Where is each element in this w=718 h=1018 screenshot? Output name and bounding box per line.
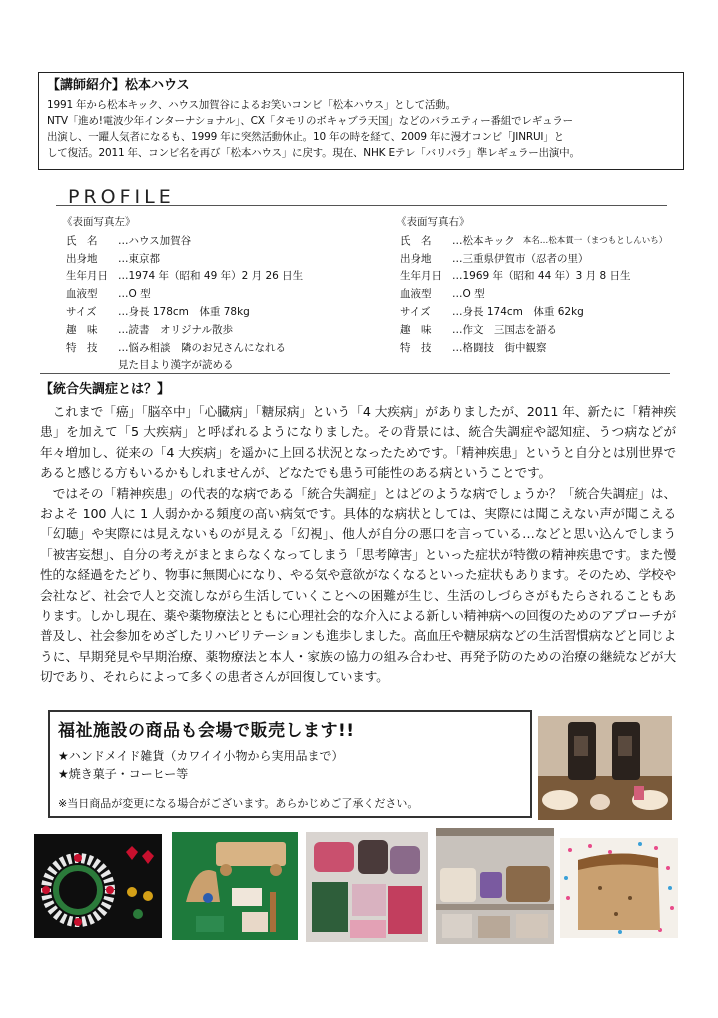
instructor-line: して復活。2011 年、コンビ名を再び「松本ハウス」に戻す。現在、NHK Eテレ「バリバラ」準レギュラー出演中。 [47,147,580,159]
row-value: …1974 年（昭和 49 年）2 月 26 日生 [118,270,304,283]
profile-left-heading: 《表面写真左》 [62,216,136,228]
profile-row [62,251,392,269]
row-label: 血液型 [66,288,98,301]
profile-title: PROFILE [68,186,175,208]
profile-row [62,304,392,322]
article-body [40,402,676,688]
row-label: 出身地 [400,252,432,265]
row-value: …身長 178cm 体重 78kg [118,305,250,318]
shelf-goods-photo [436,828,554,944]
profile-row [62,268,392,286]
row-label: 出身地 [66,252,98,265]
profile-row [396,304,696,322]
wooden-toys-photo [172,832,298,940]
profile-divider [56,205,667,206]
row-label: 趣 味 [66,323,98,336]
row-value: …格闘技 街中観察 [452,341,547,354]
row-label: 生年月日 [66,270,108,283]
real-name-note: 本名…松本貫一（まつもとしんいち） [522,235,668,246]
instructor-line: 1991 年から松本キック、ハウス加賀谷によるお笑いコンビ「松本ハウス」として活動。 [47,99,456,111]
row-value: …作文 三国志を語る [452,323,557,336]
shop-note: ※当日商品が変更になる場合がございます。あらかじめご了承ください。 [58,797,419,810]
row-label: 趣 味 [400,323,432,336]
row-label: サイズ [66,305,97,318]
row-value: …悩み相談 隣のお兄さんになれる [118,341,286,354]
profile-row [396,340,696,358]
row-value: …1969 年（昭和 44 年）3 月 8 日生 [452,270,631,283]
profile-row [62,322,392,340]
instructor-line: 出演し、一躍人気者になるも、1999 年に突然活動休止。10 年の時を経て、2009 年に漫才コンビ「JINRUI」と [47,131,564,143]
profile-row [62,286,392,304]
row-value: …三重県伊賀市（忍者の里） [452,252,589,265]
shop-item: ★焼き菓子・コーヒー等 [58,767,189,781]
profile-row [396,233,696,251]
row-value: …東京都 [118,252,160,265]
row-label: サイズ [400,305,431,318]
profile-right-heading: 《表面写真右》 [396,216,470,228]
coffee-urn-photo [538,716,672,820]
row-label: 特 技 [400,341,432,354]
profile-row [396,322,696,340]
article-paragraph: ではその「精神疾患」の代表的な病である「統合失調症」とはどのような病でしょうか？「統合失調症」は、およそ 100 人に 1 人弱かかる頻度の高い病気です。具体的な病状としては、実際には聞こえない声が聞こえる「幻聴」や実際には見えないものが見える「幻視」、他人が自分の悪口を言っている…などと思い込んでしまう「被害妄想」、自分の考えがまとまらなくなってしまう「思考障害」といった症状が特徴の精神疾患です。また慢性的な経過をたどり、物事に無関心になり、やる気や意欲がなくなるといった症状もあります。そのため、学校や会社など、社会で人と交流しながら生活していくことへの困難が生じ、生活のしづらさがもたらされることもあります。しかし現在、薬や薬物療法とともに心理社会的な介入による新しい精神病への回復のためのアプローチが普及し、社会参加をめざしたリハビリテーションも進歩しました。高血圧や糖尿病などの生活習慣病などと同じように、早期発見や早期治療、薬物療法と本人・家族の協力の組み合わせ、再発予防のための治療の継続などが大切であり、それらによって多くの患者さんが回復しています。 [40,485,676,685]
fabric-goods-photo [306,832,428,942]
profile-row [396,268,696,286]
shop-heading: 福祉施設の商品も会場で販売します!! [58,721,355,741]
instructor-box [38,72,684,170]
row-value: …身長 174cm 体重 62kg [452,305,584,318]
row-value: …O 型 [118,288,151,301]
beaded-wreath-photo [34,834,162,938]
profile-row [396,286,696,304]
row-label: 氏 名 [400,234,432,247]
row-label: 特 技 [66,341,98,354]
profile-left [62,214,392,375]
row-value: …ハウス加賀谷 [118,234,192,247]
profile-row [62,340,392,358]
article-paragraph: これまで「癌」「脳卒中」「心臓病」「糖尿病」という「4 大疾病」がありましたが、2011 年、新たに「精神疾患」を加えて「5 大疾病」と呼ばれるようになりました。その背景には、統合失調症や認知症、うつ病などが年々増加し、従来の「4 大疾病」を遥かに上回る状況となったためです。「精神疾患」というと自分とは別世界であると感じる方もいるかもしれませんが、どなたでも患う可能性のある病ということです。 [40,404,676,481]
pound-cake-photo [560,838,678,938]
instructor-line: NTV「進め!電波少年インターナショナル」、CX「タモリのボキャブラ天国」などのバラエティー番組でレギュラー [47,115,573,127]
row-label: 生年月日 [400,270,442,283]
row-value-continuation: 見た目より漢字が読める [118,359,234,372]
profile-row [62,233,392,251]
instructor-heading: 【講師紹介】松本ハウス [47,78,190,93]
shop-item: ★ハンドメイド雑貨（カワイイ小物から実用品まで） [58,749,344,763]
shop-box [48,710,532,818]
row-label: 血液型 [400,288,432,301]
profile-right [396,214,696,357]
row-value: …O 型 [452,288,485,301]
section-title: 【統合失調症とは？】 [40,382,171,397]
section-divider [40,373,670,374]
profile-row [396,251,696,269]
row-value: …松本キック [452,234,515,247]
row-value: …読書 オリジナル散歩 [118,323,233,336]
row-label: 氏 名 [66,234,98,247]
